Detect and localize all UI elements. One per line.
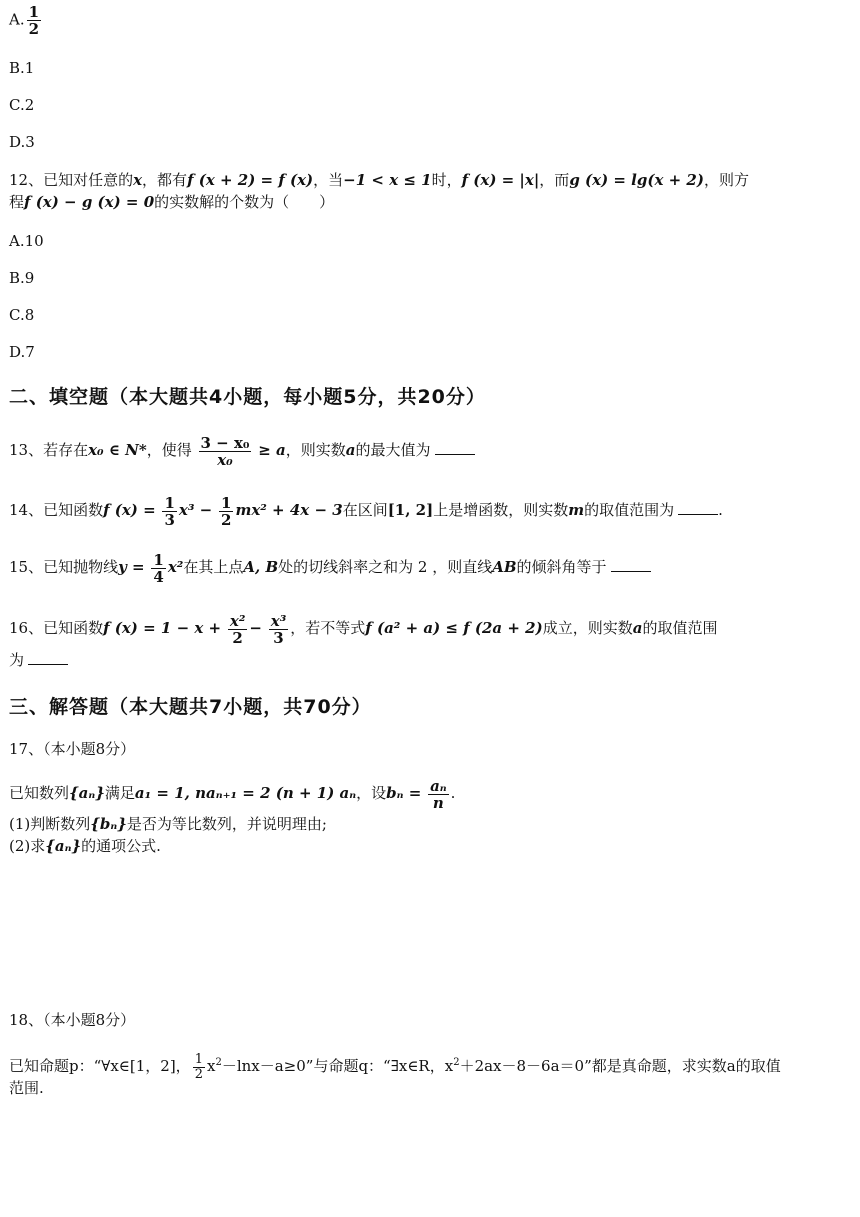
question-12-line-2: 程f (x) − g (x) = 0的实数解的个数为（ ） [9,193,335,211]
fraction: $\frac{1}{4}$ [153,550,164,586]
fraction: $\frac{1}{2}$ [28,3,40,38]
question-14: 14、已知函数f (x) = $\frac{1}{3}$ x³ − $\frac{1}{2}$ mx² + 4x − 3在区间[1, 2]上是增函数，则实数m的取值范围为 . [9,493,723,529]
question-18-line-1: 已知命题p：“∀x∈[1，2]， $\frac{1}{2}$ $x^2-\ln x-a\ge 0$”与命题q：“∃x∈R，$x^2+2ax-8-6a=0$”都是真命题，求实数a的取值 [9,1051,781,1082]
question-18-line-2: 范围. [9,1079,44,1097]
question-17-header: 17、（本小题8分） [9,740,136,758]
question-16-line-2: 为 [9,650,68,670]
question-13: 13、若存在x₀ ∈ N*，使得 $\frac{\text{3 − x₀}}{\text{x₀}}$ ≥ a，则实数a的最大值为 [9,432,475,468]
question-12-line-1: 12、已知对任意的x，都有f (x + 2) = f (x)，当−1 < x ≤ 1时，f (x) = |x|，而g (x) = lg(x + 2)，则方 [9,171,749,189]
answer-blank[interactable] [28,650,68,665]
question-18-header: 18、（本小题8分） [9,1011,136,1029]
answer-blank[interactable] [435,440,475,455]
option-a: A.10 [9,232,44,250]
option-c: C.8 [9,306,35,324]
section-heading-fill-blank: 二、填空题（本大题共4小题，每小题5分，共20分） [9,386,486,408]
fraction: $\frac{\text{x³}}{3}$ [270,611,287,647]
fraction: $\frac{1}{2}$ [194,1051,203,1082]
question-17-stem: 已知数列{aₙ}满足a₁ = 1, naₙ₊₁ = 2 (n + 1) aₙ，设bₙ = $\frac{\text{aₙ}}{n}$ . [9,776,456,812]
fraction: $\frac{\text{3 − x₀}}{\text{x₀}}$ [200,433,250,469]
question-15: 15、已知抛物线y = $\frac{1}{4}$ x²在其上点A, B处的切线斜率之和为 2 ，则直线AB的倾斜角等于 [9,549,651,585]
option-d: D.7 [9,343,35,361]
section-heading-solutions: 三、解答题（本大题共7小题，共70分） [9,696,372,718]
option-c: C.2 [9,96,35,114]
fraction: $\frac{\text{aₙ}}{n}$ [430,776,447,812]
option-d: D.3 [9,133,35,151]
fraction: $\frac{1}{3}$ [164,493,175,529]
answer-blank[interactable] [611,557,651,572]
option-b: B.1 [9,59,35,77]
fraction: $\frac{1}{2}$ [221,493,232,529]
question-16-line-1: 16、已知函数f (x) = 1 − x + $\frac{\text{x²}}{2}$ − $\frac{\text{x³}}{3}$ ，若不等式f (a² + a) ≤ f (2a + 2)成立，则实数a的取值范围 [9,611,718,647]
question-17-part-1: (1)判断数列{bₙ}是否为等比数列，并说明理由; [9,815,327,833]
question-17-part-2: (2)求{aₙ}的通项公式. [9,837,161,855]
option-b: B.9 [9,269,35,287]
option-a: A. $\frac{1}{2}$ [9,3,40,38]
fraction: $\frac{\text{x²}}{2}$ [229,611,246,647]
answer-blank[interactable] [678,500,718,515]
